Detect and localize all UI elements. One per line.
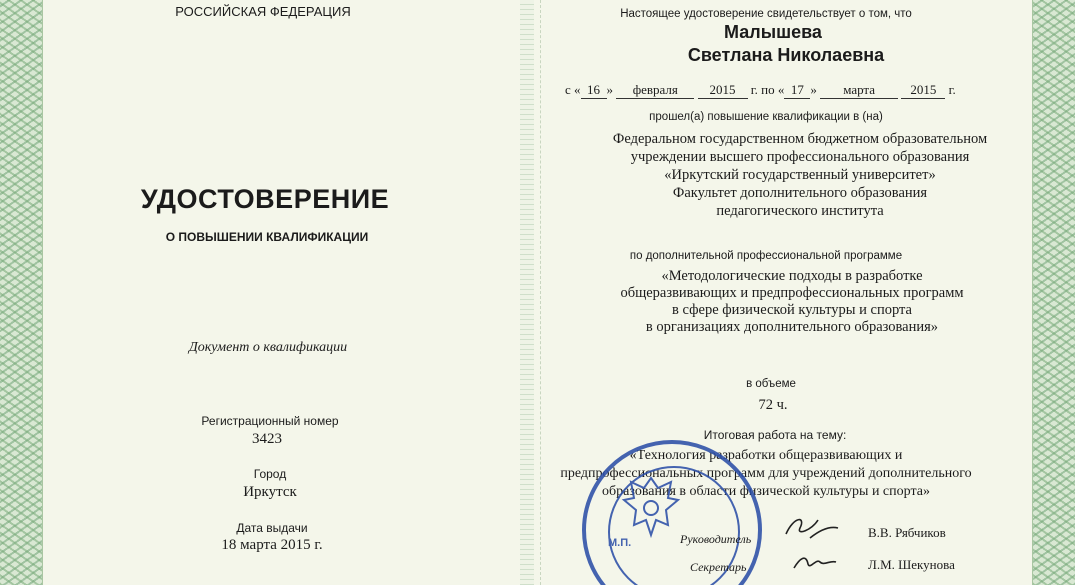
secretary-role: Секретарь: [690, 560, 747, 574]
city-label: Город: [253, 467, 287, 481]
program-line: в сфере физической культуры и спорта: [672, 302, 912, 318]
period-from-month: февраля: [616, 82, 694, 99]
program-label: по дополнительной профессиональной программе: [629, 250, 903, 262]
seal-mp-label: М.П.: [608, 537, 632, 549]
institution-line: Федеральном государственном бюджетном образовательном: [612, 131, 988, 147]
period-to-day: 17: [784, 82, 810, 99]
period-from-day: 16: [581, 82, 607, 99]
intro-text: Настоящее удостоверение свидетельствует о том, что: [620, 8, 912, 20]
final-work-label: Итоговая работа на тему:: [703, 428, 847, 442]
period-to-year: 2015: [901, 82, 945, 99]
period-to-prefix: по «: [761, 82, 785, 97]
institution-line: педагогического института: [716, 203, 884, 219]
issue-date: 18 марта 2015 г.: [221, 537, 323, 553]
final-topic-line: «Технология разработки общеразвивающих и: [629, 448, 903, 463]
period-line: [565, 82, 956, 99]
holder-surname: Малышева: [724, 22, 822, 42]
period-year-suffix: г.: [750, 82, 758, 97]
passed-label: прошел(а) повышение квалификации в (на): [649, 111, 883, 123]
period-from-quote: »: [606, 82, 614, 97]
registration-label: Регистрационный номер: [201, 414, 339, 428]
center-ornamental-strip: [520, 0, 534, 585]
period-to-quote: »: [810, 82, 817, 97]
institution-line: «Иркутский государственный университет»: [664, 167, 936, 183]
final-topic-line: образования в области физической культуры и спорта»: [602, 484, 930, 499]
program-line: в организациях дополнительного образования»: [645, 319, 939, 335]
period-from-prefix: с «: [565, 82, 581, 97]
secretary-signature-icon: [790, 550, 838, 574]
institution-block: [613, 130, 987, 220]
city-value: Иркутск: [243, 484, 297, 500]
document-type: Документ о квалификации: [188, 340, 348, 355]
volume-label: в объеме: [746, 378, 796, 390]
head-signature-icon: [782, 512, 840, 542]
certificate-subtitle: О ПОВЫШЕНИИ КВАЛИФИКАЦИИ: [165, 230, 369, 244]
period-to-month: марта: [820, 82, 898, 99]
program-line: «Методологические подходы в разработке: [661, 268, 923, 284]
right-ornamental-border: [1032, 0, 1075, 585]
certificate-title: УДОСТОВЕРЕНИЕ: [140, 184, 390, 214]
volume-value: 72 ч.: [758, 397, 788, 413]
final-topic-line: предпрофессиональных программ для учреждений дополнительного: [560, 466, 972, 481]
secretary-name: Л.М. Шекунова: [868, 557, 955, 572]
head-role: Руководитель: [680, 532, 752, 546]
program-block: [620, 268, 963, 336]
country-label: РОССИЙСКАЯ ФЕДЕРАЦИЯ: [175, 4, 351, 19]
institution-line: Факультет дополнительного образования: [672, 185, 928, 201]
institution-line: учреждении высшего профессионального образования: [630, 149, 970, 165]
period-to-suffix: г.: [948, 82, 956, 97]
head-name: В.В. Рябчиков: [868, 525, 946, 540]
center-fold: [540, 0, 542, 585]
left-ornamental-border: [0, 0, 43, 585]
period-from-year: 2015: [698, 82, 748, 99]
holder-name: Светлана Николаевна: [687, 45, 885, 65]
issue-date-label: Дата выдачи: [236, 521, 308, 535]
registration-number: 3423: [252, 431, 282, 447]
program-line: общеразвивающих и предпрофессиональных программ: [620, 285, 964, 301]
